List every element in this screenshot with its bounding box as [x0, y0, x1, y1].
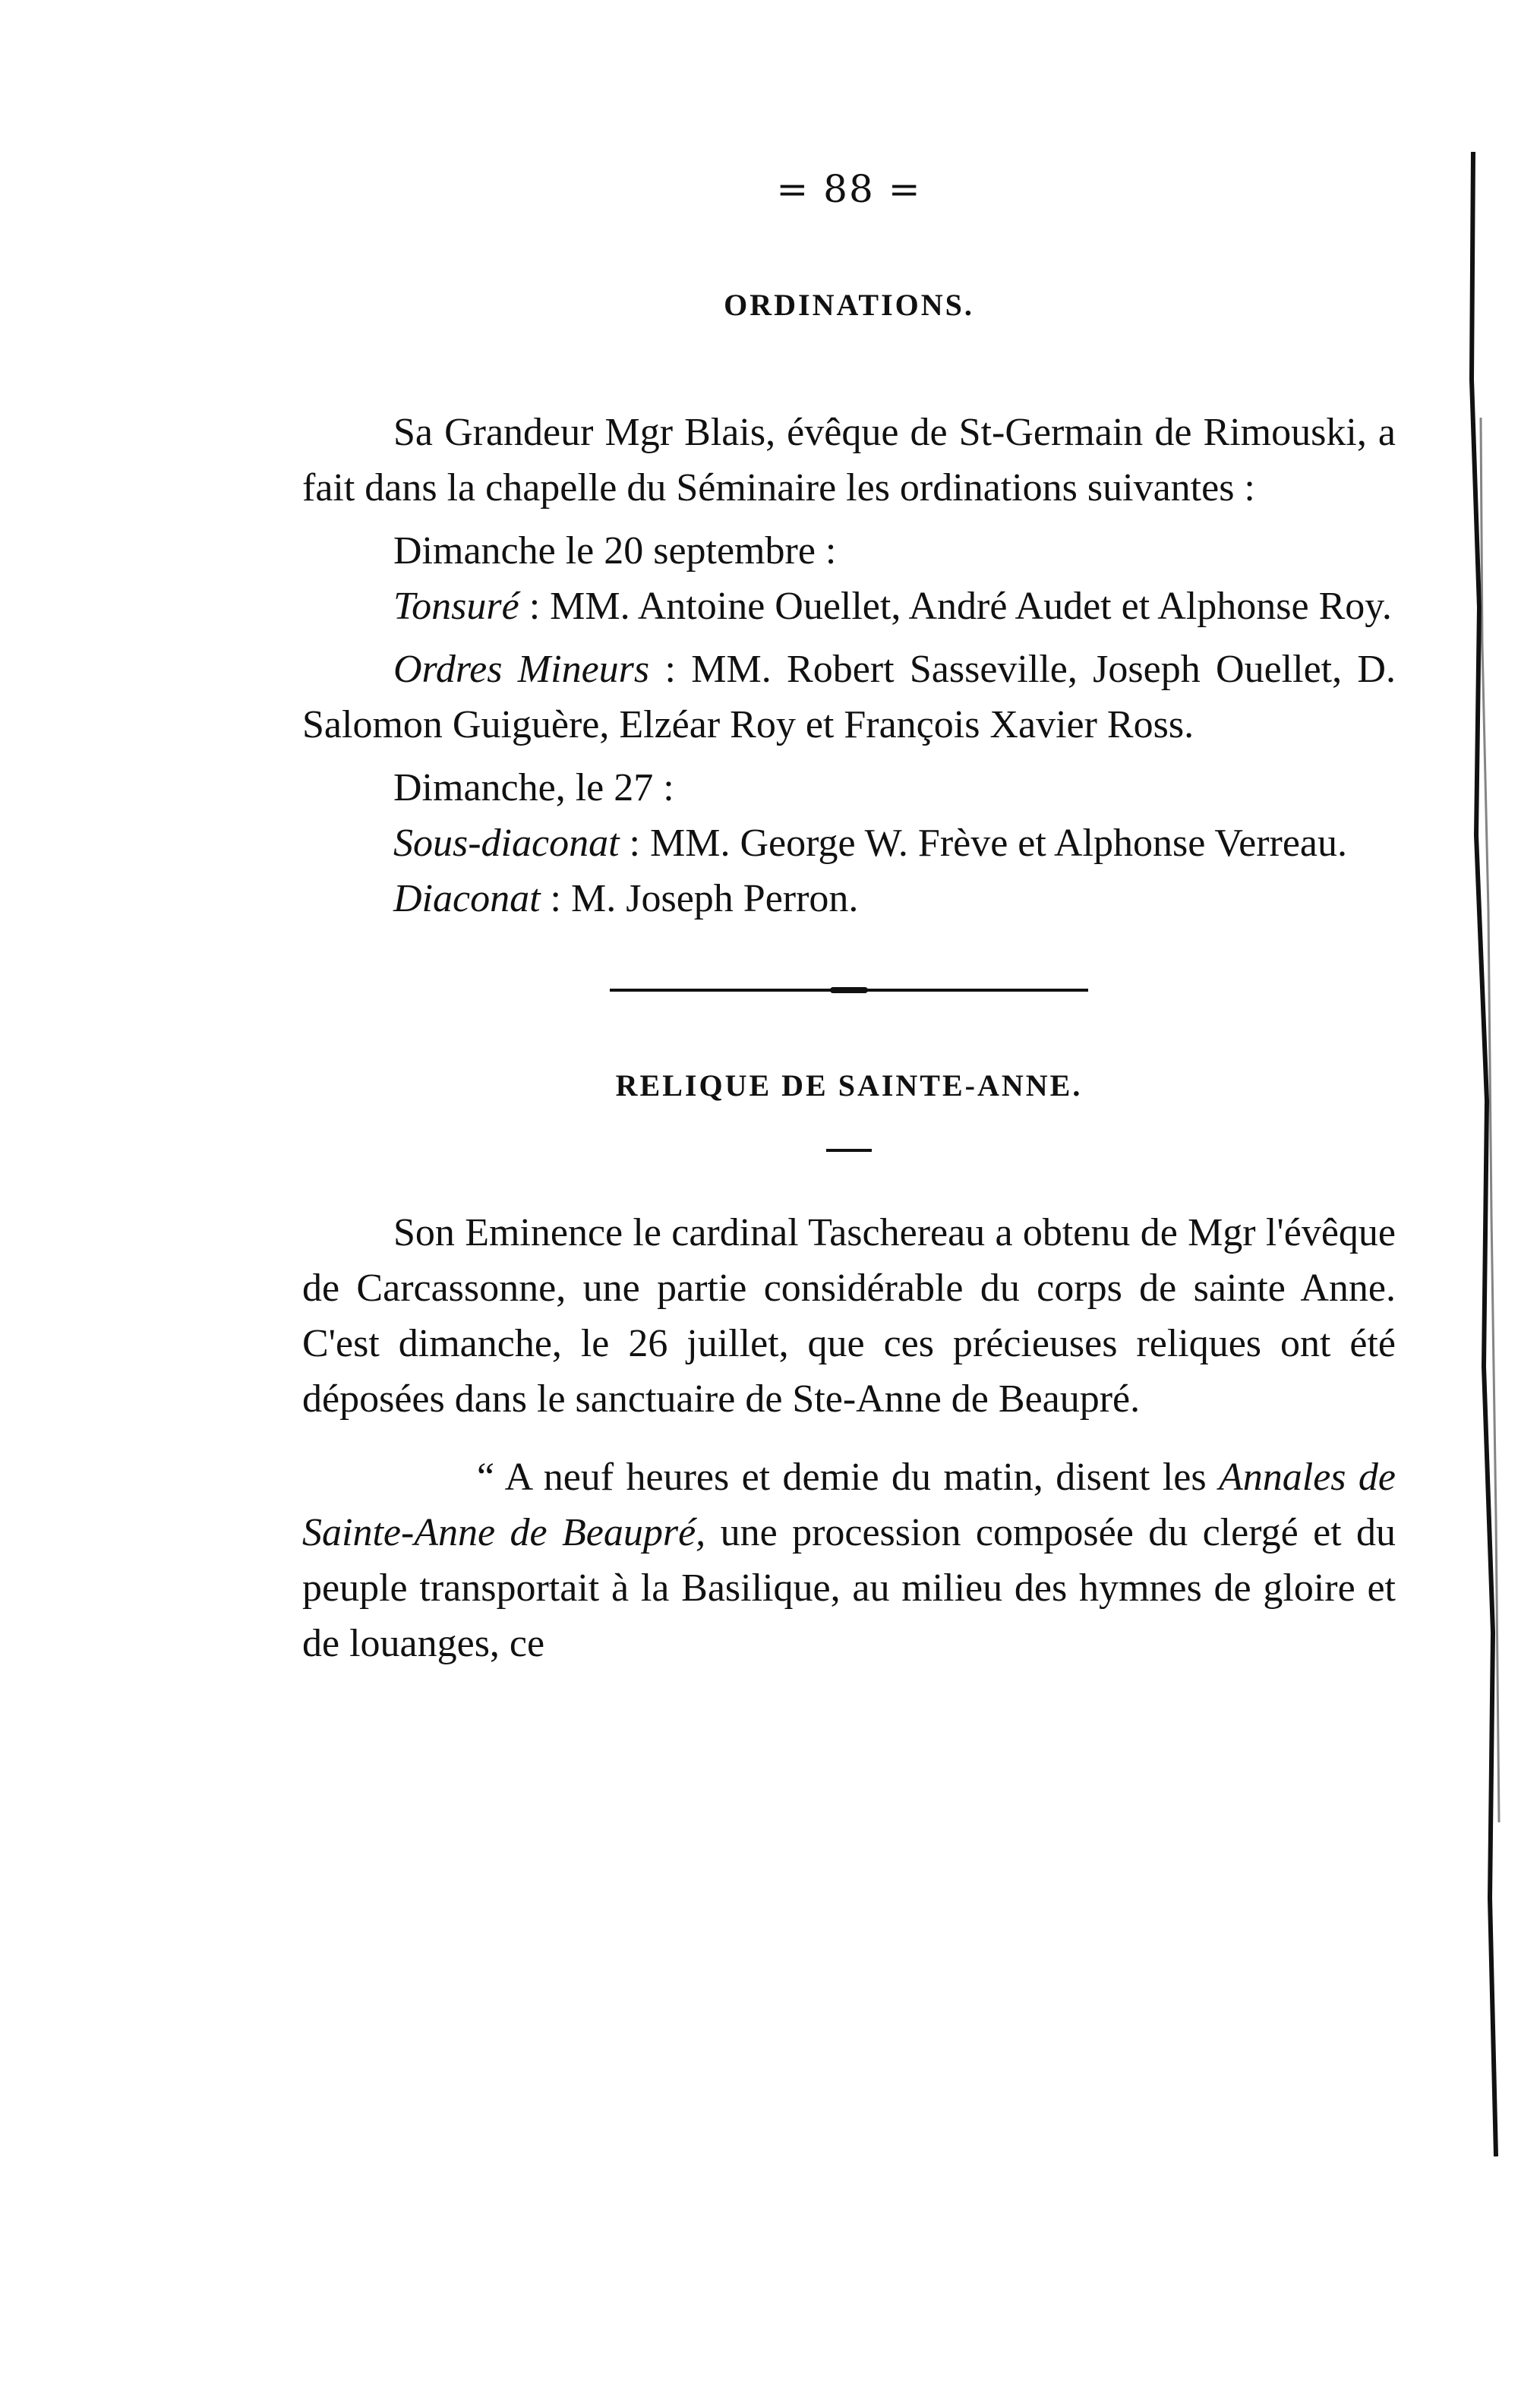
paragraph-intro: Sa Grandeur Mgr Blais, évêque de St-Germain de Rimouski, a fait dans la chapelle du Séminaire les ordinations suivantes :	[302, 411, 1396, 509]
section-heading-ordinations: ORDINATIONS.	[724, 288, 974, 322]
label-tonsure: Tonsuré	[393, 585, 519, 628]
label-diaconat: Diaconat	[393, 877, 541, 920]
text-diaconat: : M. Joseph Perron.	[540, 877, 859, 920]
paragraph-diaconat	[302, 871, 1396, 926]
paragraph-date-27: Dimanche, le 27 :	[393, 766, 674, 809]
heading-dash	[826, 1149, 872, 1152]
text-tonsure: : MM. Antoine Ouellet, André Audet et Alphonse Roy.	[519, 585, 1392, 628]
page-edge-shadow	[1456, 152, 1540, 2156]
label-sous-diaconat: Sous-diaconat	[393, 822, 620, 865]
paragraph-date-20: Dimanche le 20 septembre :	[393, 529, 837, 573]
paragraph-relique-intro: Son Eminence le cardinal Taschereau a obtenu de Mgr l'évêque de Carcassonne, une partie considérable du corps de sainte Anne. C'est dimanche, le 26 juillet, que ces précieuses reliques ont été déposées dans le sanctuaire de Ste-Anne de Beaupré.	[302, 1211, 1396, 1421]
paragraph-tonsure	[302, 579, 1396, 634]
page-content	[302, 167, 1396, 1671]
text-procession-start: “ A neuf heures et demie du matin, disent les	[477, 1456, 1219, 1499]
label-ordres-mineurs: Ordres Mineurs	[393, 648, 650, 691]
title-annales: Annales de Sainte-Anne de Beaupré,	[302, 1456, 1396, 1554]
section-heading-relique: RELIQUE DE SAINTE-ANNE.	[615, 1068, 1083, 1103]
section-divider-rule	[610, 989, 1088, 992]
paragraph-procession	[302, 1450, 1396, 1671]
text-procession-end: une procession composée du clergé et du peuple transportait à la Basilique, au milieu des hymnes de gloire et de louanges, ce	[302, 1511, 1396, 1665]
text-ordres-mineurs: : MM. Robert Sasseville, Joseph Ouellet, D. Salomon Guiguère, Elzéar Roy et François Xavier Ross.	[302, 648, 1396, 746]
paragraph-sous-diaconat	[302, 816, 1396, 871]
page-number: = 88 =	[776, 167, 922, 211]
text-sous-diaconat: : MM. George W. Frève et Alphonse Verreau.	[619, 822, 1348, 865]
paragraph-ordres-mineurs	[302, 642, 1396, 752]
